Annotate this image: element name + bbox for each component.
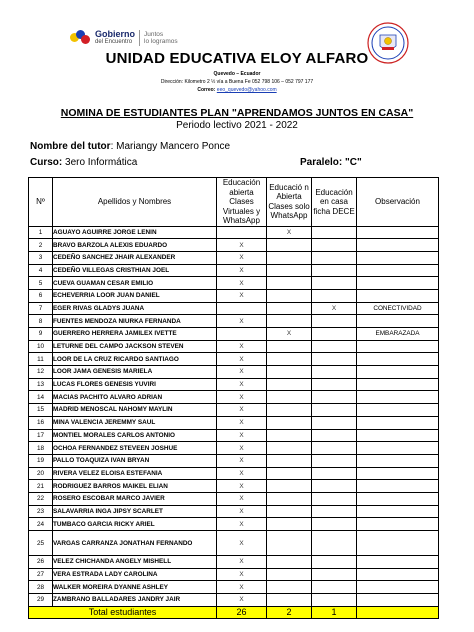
- mark-virtual: X: [217, 391, 267, 404]
- mark-virtual: [217, 328, 267, 341]
- mark-dece: [312, 353, 357, 366]
- student-name: VELEZ CHICHANDA ANGELY MISHELL: [53, 556, 217, 569]
- mark-dece: [312, 556, 357, 569]
- mark-virtual: X: [217, 239, 267, 252]
- mark-whatsapp: [267, 302, 312, 315]
- table-row: [29, 594, 439, 607]
- row-observation: [357, 505, 439, 518]
- student-name: EGER RIVAS GLADYS JUANA: [53, 302, 217, 315]
- student-name: FUENTES MENDOZA NIURKA FERNANDA: [53, 315, 217, 328]
- student-name: PALLO TOAQUIZA IVAN BRYAN: [53, 454, 217, 467]
- row-observation: CONECTIVIDAD: [357, 302, 439, 315]
- mark-whatsapp: [267, 391, 312, 404]
- student-name: VERA ESTRADA LADY CAROLINA: [53, 568, 217, 581]
- student-name: WALKER MOREIRA DYANNE ASHLEY: [53, 581, 217, 594]
- table-row: [29, 429, 439, 442]
- row-observation: [357, 378, 439, 391]
- mark-dece: [312, 378, 357, 391]
- header-whatsapp: Educació n Abierta Clases solo WhatsApp: [267, 178, 312, 227]
- mark-whatsapp: [267, 429, 312, 442]
- mark-dece: [312, 289, 357, 302]
- mark-dece: [312, 492, 357, 505]
- row-observation: [357, 492, 439, 505]
- row-number: 2: [29, 239, 53, 252]
- gobierno-name: Gobierno: [95, 29, 135, 39]
- school-period: Periodo lectivo 2021 - 2022: [176, 120, 298, 131]
- mark-virtual: X: [217, 556, 267, 569]
- student-name: MONTIEL MORALES CARLOS ANTONIO: [53, 429, 217, 442]
- row-number: 6: [29, 289, 53, 302]
- school-address: Dirección: Kilometro 2 ½ vía a Buena Fe 052 798 106 – 052 797 177: [160, 79, 314, 85]
- row-number: 19: [29, 454, 53, 467]
- table-row: [29, 416, 439, 429]
- row-number: 28: [29, 581, 53, 594]
- mark-dece: [312, 264, 357, 277]
- mark-virtual: X: [217, 404, 267, 417]
- row-observation: [357, 353, 439, 366]
- mark-whatsapp: [267, 366, 312, 379]
- row-number: 9: [29, 328, 53, 341]
- student-name: AGUAYO AGUIRRE JORGE LENIN: [53, 226, 217, 239]
- mark-virtual: [217, 302, 267, 315]
- school-name: UNIDAD EDUCATIVA ELOY ALFARO: [105, 50, 369, 67]
- student-name: ROSERO ESCOBAR MARCO JAVIER: [53, 492, 217, 505]
- row-number: 3: [29, 251, 53, 264]
- mark-virtual: X: [217, 531, 267, 556]
- mark-dece: [312, 581, 357, 594]
- row-observation: [357, 264, 439, 277]
- mark-whatsapp: [267, 531, 312, 556]
- mark-virtual: X: [217, 594, 267, 607]
- mark-dece: [312, 404, 357, 417]
- student-name: CUEVA GUAMAN CESAR EMILIO: [53, 277, 217, 290]
- mark-virtual: X: [217, 454, 267, 467]
- row-number: 16: [29, 416, 53, 429]
- student-name: LOOR JAMA GENESIS MARIELA: [53, 366, 217, 379]
- row-number: 5: [29, 277, 53, 290]
- mark-dece: X: [312, 302, 357, 315]
- total-row: [29, 606, 439, 619]
- mark-whatsapp: [267, 289, 312, 302]
- table-row: [29, 442, 439, 455]
- student-name: TUMBACO GARCIA RICKY ARIEL: [53, 518, 217, 531]
- header-num: Nº: [29, 178, 53, 227]
- mark-dece: [312, 518, 357, 531]
- mark-whatsapp: [267, 556, 312, 569]
- row-observation: [357, 531, 439, 556]
- table-row: [29, 492, 439, 505]
- mark-dece: [312, 277, 357, 290]
- row-number: 15: [29, 404, 53, 417]
- mark-virtual: X: [217, 289, 267, 302]
- mark-whatsapp: [267, 454, 312, 467]
- mark-dece: [312, 239, 357, 252]
- mark-virtual: X: [217, 505, 267, 518]
- row-observation: [357, 518, 439, 531]
- row-number: 22: [29, 492, 53, 505]
- mark-whatsapp: [267, 239, 312, 252]
- table-row: [29, 315, 439, 328]
- row-observation: [357, 581, 439, 594]
- table-row: [29, 391, 439, 404]
- mark-whatsapp: X: [267, 328, 312, 341]
- header-dece: Educación en casa ficha DECE: [312, 178, 357, 227]
- mark-virtual: X: [217, 264, 267, 277]
- total-virtual: 26: [217, 606, 267, 619]
- total-whatsapp: 2: [267, 606, 312, 619]
- row-number: 26: [29, 556, 53, 569]
- mark-whatsapp: [267, 480, 312, 493]
- paralelo: Paralelo: "C": [300, 157, 362, 168]
- row-observation: [357, 340, 439, 353]
- table-row: [29, 480, 439, 493]
- table-row: [29, 277, 439, 290]
- curso-label: Curso:: [30, 157, 63, 168]
- row-observation: [357, 454, 439, 467]
- row-number: 11: [29, 353, 53, 366]
- row-observation: [357, 226, 439, 239]
- tutor-value: : Mariangy Mancero Ponce: [110, 141, 231, 152]
- mark-whatsapp: [267, 353, 312, 366]
- row-number: 18: [29, 442, 53, 455]
- mark-whatsapp: [267, 264, 312, 277]
- mark-whatsapp: [267, 467, 312, 480]
- document-title: NOMINA DE ESTUDIANTES PLAN "APRENDAMOS JUNTOS EN CASA": [60, 107, 414, 119]
- mark-whatsapp: [267, 505, 312, 518]
- mark-dece: [312, 467, 357, 480]
- gobierno-emblem-icon: [70, 30, 92, 46]
- mark-whatsapp: [267, 594, 312, 607]
- table-row: [29, 302, 439, 315]
- mark-virtual: X: [217, 568, 267, 581]
- table-row: [29, 328, 439, 341]
- row-number: 24: [29, 518, 53, 531]
- row-number: 12: [29, 366, 53, 379]
- table-row: [29, 467, 439, 480]
- table-row: [29, 226, 439, 239]
- student-name: GUERRERO HERRERA JAMILEX IVETTE: [53, 328, 217, 341]
- mark-virtual: X: [217, 416, 267, 429]
- student-name: OCHOA FERNANDEZ STEVEEN JOSHUE: [53, 442, 217, 455]
- mark-virtual: X: [217, 315, 267, 328]
- student-name: LETURNE DEL CAMPO JACKSON STEVEN: [53, 340, 217, 353]
- mark-dece: [312, 366, 357, 379]
- mark-whatsapp: [267, 277, 312, 290]
- mark-virtual: X: [217, 467, 267, 480]
- header-observation: Observación: [357, 178, 439, 227]
- mark-whatsapp: [267, 340, 312, 353]
- table-row: [29, 251, 439, 264]
- table-row: [29, 289, 439, 302]
- email-label: Correo:: [197, 87, 216, 93]
- row-number: 27: [29, 568, 53, 581]
- table-header-row: [29, 178, 439, 227]
- student-name: SALAVARRIA INGA JIPSY SCARLET: [53, 505, 217, 518]
- mark-virtual: X: [217, 442, 267, 455]
- mark-dece: [312, 594, 357, 607]
- table-row: [29, 340, 439, 353]
- curso-value: 3ero Informática: [62, 157, 138, 168]
- table-row: [29, 518, 439, 531]
- row-observation: [357, 239, 439, 252]
- student-name: MACIAS PACHITO ALVARO ADRIAN: [53, 391, 217, 404]
- student-name: ECHEVERRIA LOOR JUAN DANIEL: [53, 289, 217, 302]
- student-name: MADRID MENOSCAL NAHOMY MAYLIN: [53, 404, 217, 417]
- student-name: ZAMBRANO BALLADARES JANDRY JAIR: [53, 594, 217, 607]
- row-number: 25: [29, 531, 53, 556]
- mark-dece: [312, 442, 357, 455]
- mark-virtual: [217, 226, 267, 239]
- mark-dece: [312, 391, 357, 404]
- row-number: 1: [29, 226, 53, 239]
- row-number: 7: [29, 302, 53, 315]
- row-observation: [357, 568, 439, 581]
- student-name: LOOR DE LA CRUZ RICARDO SANTIAGO: [53, 353, 217, 366]
- school-email[interactable]: eeo_quevedo@yahoo.com: [216, 87, 277, 93]
- student-name: CEDEÑO SANCHEZ JHAIR ALEXANDER: [53, 251, 217, 264]
- gobierno-logo: [70, 30, 178, 46]
- student-name: MINA VALENCIA JEREMMY SAUL: [53, 416, 217, 429]
- mark-virtual: X: [217, 492, 267, 505]
- mark-dece: [312, 315, 357, 328]
- total-observation: [357, 606, 439, 619]
- table-row: [29, 264, 439, 277]
- mark-virtual: X: [217, 251, 267, 264]
- gobierno-slogan-2: lo logramos: [144, 38, 178, 45]
- mark-whatsapp: [267, 251, 312, 264]
- student-table: [28, 177, 439, 619]
- mark-virtual: X: [217, 518, 267, 531]
- row-observation: [357, 467, 439, 480]
- mark-dece: [312, 328, 357, 341]
- row-observation: [357, 277, 439, 290]
- mark-dece: [312, 505, 357, 518]
- table-row: [29, 378, 439, 391]
- mark-virtual: X: [217, 366, 267, 379]
- mark-virtual: X: [217, 353, 267, 366]
- mark-virtual: X: [217, 340, 267, 353]
- gobierno-subtitle: del Encuentro: [95, 39, 133, 45]
- mark-whatsapp: [267, 378, 312, 391]
- header-virtual: Educación abierta Clases Virtuales y WhatsApp: [217, 178, 267, 227]
- row-number: 10: [29, 340, 53, 353]
- row-observation: [357, 289, 439, 302]
- row-number: 14: [29, 391, 53, 404]
- table-row: [29, 353, 439, 366]
- mark-dece: [312, 568, 357, 581]
- row-number: 21: [29, 480, 53, 493]
- row-observation: [357, 315, 439, 328]
- mark-whatsapp: [267, 442, 312, 455]
- row-observation: [357, 480, 439, 493]
- row-observation: [357, 416, 439, 429]
- school-email-line: [0, 87, 474, 93]
- tutor-label: Nombre del tutor: [30, 141, 111, 152]
- row-observation: [357, 404, 439, 417]
- mark-dece: [312, 480, 357, 493]
- student-name: BRAVO BARZOLA ALEXIS EDUARDO: [53, 239, 217, 252]
- table-row: [29, 556, 439, 569]
- gobierno-slogan-1: Juntos: [144, 31, 164, 38]
- student-name: LUCAS FLORES GENESIS YUVIRI: [53, 378, 217, 391]
- table-row: [29, 404, 439, 417]
- row-number: 13: [29, 378, 53, 391]
- mark-dece: [312, 531, 357, 556]
- table-row: [29, 366, 439, 379]
- row-observation: [357, 429, 439, 442]
- logo-divider: [139, 30, 140, 46]
- student-name: VARGAS CARRANZA JONATHAN FERNANDO: [53, 531, 217, 556]
- total-label: Total estudiantes: [29, 606, 217, 619]
- mark-whatsapp: [267, 568, 312, 581]
- curso-line: [30, 157, 137, 168]
- mark-virtual: X: [217, 429, 267, 442]
- table-row: [29, 568, 439, 581]
- table-row: [29, 505, 439, 518]
- table-row: [29, 581, 439, 594]
- table-row: [29, 531, 439, 556]
- table-row: [29, 454, 439, 467]
- mark-virtual: X: [217, 581, 267, 594]
- row-observation: [357, 366, 439, 379]
- header-name: Apellidos y Nombres: [53, 178, 217, 227]
- mark-whatsapp: [267, 492, 312, 505]
- mark-dece: [312, 416, 357, 429]
- row-number: 23: [29, 505, 53, 518]
- student-name: RODRIGUEZ BARROS MAIKEL ELIAN: [53, 480, 217, 493]
- row-observation: [357, 251, 439, 264]
- row-observation: [357, 594, 439, 607]
- row-observation: [357, 556, 439, 569]
- mark-dece: [312, 226, 357, 239]
- total-dece: 1: [312, 606, 357, 619]
- mark-whatsapp: [267, 518, 312, 531]
- mark-dece: [312, 429, 357, 442]
- student-name: CEDEÑO VILLEGAS CRISTHIAN JOEL: [53, 264, 217, 277]
- mark-whatsapp: X: [267, 226, 312, 239]
- school-city: Quevedo – Ecuador: [213, 71, 261, 77]
- row-observation: EMBARAZADA: [357, 328, 439, 341]
- mark-whatsapp: [267, 416, 312, 429]
- mark-whatsapp: [267, 581, 312, 594]
- tutor-line: [30, 141, 230, 152]
- row-number: 29: [29, 594, 53, 607]
- mark-virtual: X: [217, 277, 267, 290]
- mark-virtual: X: [217, 480, 267, 493]
- mark-dece: [312, 251, 357, 264]
- row-observation: [357, 391, 439, 404]
- mark-dece: [312, 340, 357, 353]
- row-number: 17: [29, 429, 53, 442]
- table-row: [29, 239, 439, 252]
- student-name: RIVERA VELEZ ELOISA ESTEFANIA: [53, 467, 217, 480]
- mark-dece: [312, 454, 357, 467]
- mark-whatsapp: [267, 315, 312, 328]
- row-number: 4: [29, 264, 53, 277]
- row-number: 20: [29, 467, 53, 480]
- mark-whatsapp: [267, 404, 312, 417]
- row-observation: [357, 442, 439, 455]
- row-number: 8: [29, 315, 53, 328]
- mark-virtual: X: [217, 378, 267, 391]
